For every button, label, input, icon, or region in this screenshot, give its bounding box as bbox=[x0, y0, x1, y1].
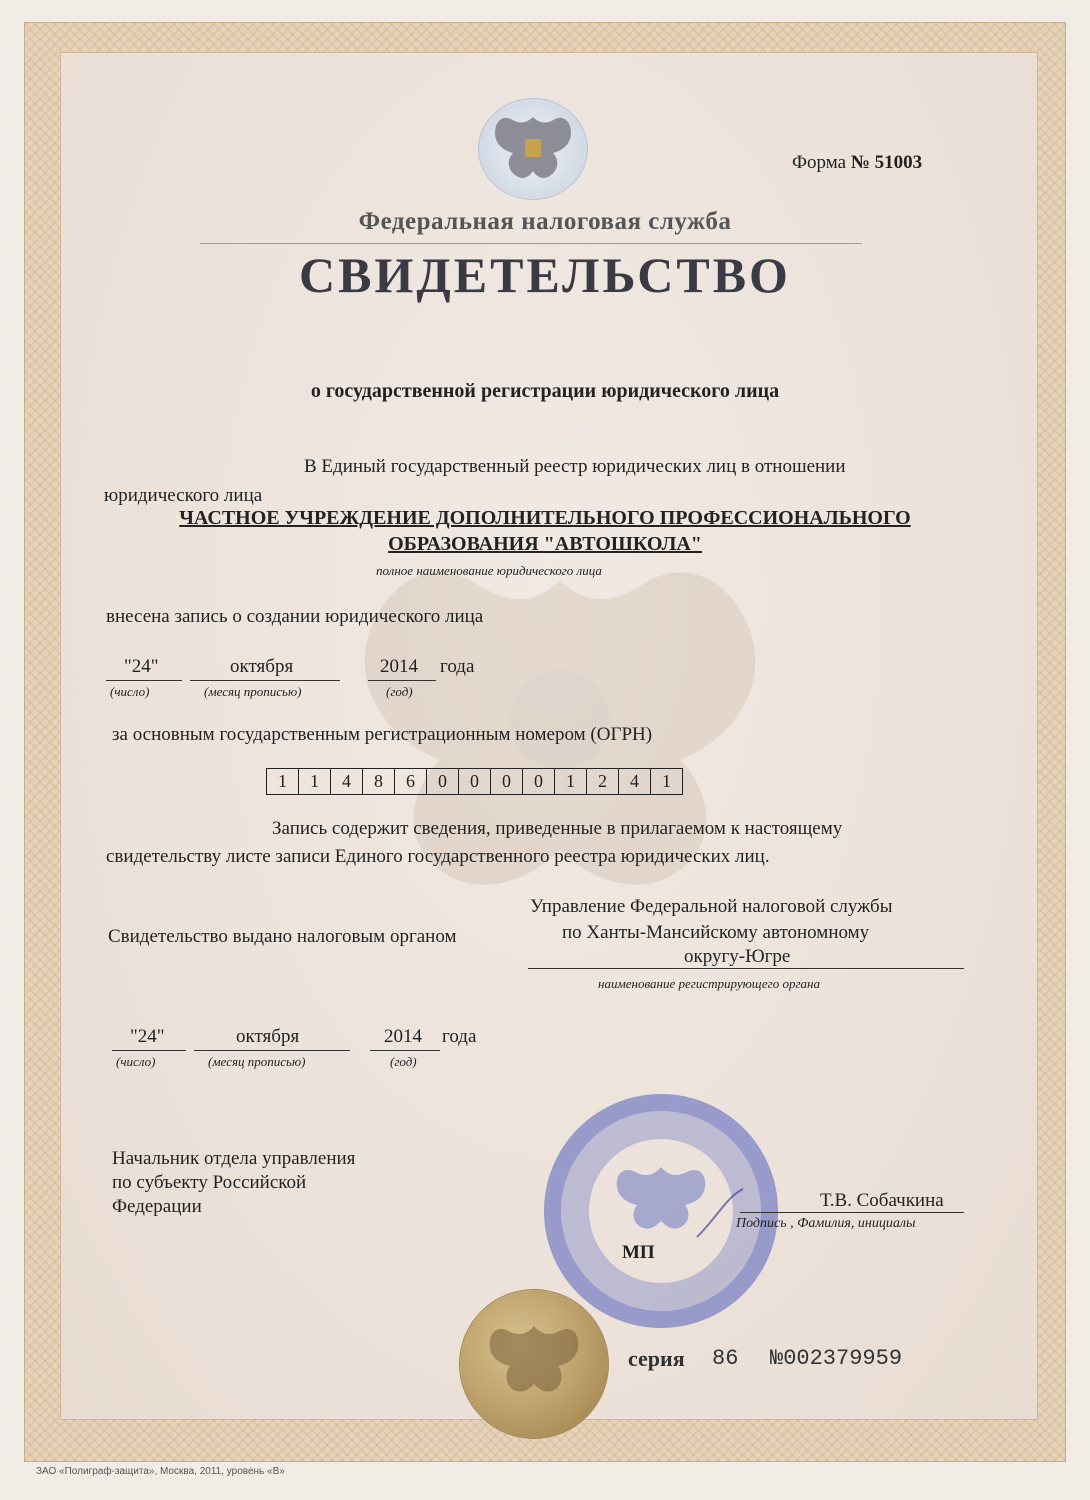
gold-seal bbox=[460, 1290, 608, 1438]
mp-mark: МП bbox=[622, 1242, 655, 1263]
ogrn-digit: 4 bbox=[619, 769, 651, 794]
page-title: СВИДЕТЕЛЬСТВО bbox=[299, 247, 791, 303]
org-name-line-1: ЧАСТНОЕ УЧРЕЖДЕНИЕ ДОПОЛНИТЕЛЬНОГО ПРОФЕССИОНАЛЬНОГО bbox=[179, 507, 911, 529]
intro-line-2: юридического лица bbox=[104, 485, 263, 506]
reg-date-year: 2014 bbox=[380, 656, 418, 677]
issuer-name-line-1: Управление Федеральной налоговой службы bbox=[530, 896, 893, 917]
ogrn-digit: 0 bbox=[491, 769, 523, 794]
issue-month-caption: (месяц прописью) bbox=[208, 1054, 306, 1069]
reg-year-underline bbox=[368, 680, 436, 681]
issue-date-month: октября bbox=[236, 1026, 300, 1047]
ogrn-digit: 0 bbox=[427, 769, 459, 794]
record-line-2: свидетельству листе записи Единого государственного реестра юридических лиц. bbox=[106, 846, 770, 867]
form-label: Форма bbox=[792, 152, 847, 173]
eagle-icon bbox=[479, 99, 587, 199]
subtitle: о государственной регистрации юридического лица bbox=[310, 380, 780, 402]
signatory-position-line-3: Федерации bbox=[112, 1196, 202, 1217]
reg-day-underline bbox=[106, 680, 182, 681]
fns-emblem bbox=[478, 98, 588, 200]
issue-month-underline bbox=[194, 1050, 350, 1051]
form-number bbox=[792, 152, 922, 174]
reg-date-day: "24" bbox=[124, 656, 159, 677]
seal-eagle-icon bbox=[460, 1290, 608, 1438]
ogrn-digit: 8 bbox=[363, 769, 395, 794]
intro-line-1: В Единый государственный реестр юридических лиц в отношении bbox=[304, 456, 846, 477]
ogrn-digit: 1 bbox=[555, 769, 587, 794]
ogrn-digit: 6 bbox=[395, 769, 427, 794]
issue-day-underline bbox=[112, 1050, 186, 1051]
issue-year-caption: (год) bbox=[390, 1054, 417, 1069]
signatory-position-line-2: по субъекту Российской bbox=[112, 1172, 307, 1193]
form-number-value: № 51003 bbox=[850, 152, 923, 173]
service-name: Федеральная налоговая служба bbox=[358, 208, 732, 235]
signature-caption: Подпись , Фамилия, инициалы bbox=[736, 1216, 916, 1231]
reg-day-caption: (число) bbox=[110, 684, 150, 699]
org-name-caption: полное наименование юридического лица bbox=[376, 563, 602, 578]
reg-year-caption: (год) bbox=[386, 684, 413, 699]
reg-month-underline bbox=[190, 680, 340, 681]
serial-series: 86 bbox=[712, 1346, 739, 1371]
entry-text: внесена запись о создании юридического лица bbox=[106, 606, 484, 627]
issue-date-suffix: года bbox=[442, 1026, 477, 1047]
reg-date-suffix: года bbox=[440, 656, 475, 677]
issuer-name-line-3: округу-Югре bbox=[684, 946, 791, 967]
printer-footer: ЗАО «Полиграф-защита», Москва, 2011, уровень «В» bbox=[36, 1466, 285, 1477]
ogrn-text: за основным государственным регистрационным номером (ОГРН) bbox=[112, 724, 653, 745]
issuer-underline bbox=[528, 968, 964, 969]
issue-date-day: "24" bbox=[130, 1026, 165, 1047]
serial-label: серия bbox=[628, 1346, 685, 1371]
ogrn-digit: 4 bbox=[331, 769, 363, 794]
reg-date-month: октября bbox=[230, 656, 294, 677]
issue-date-year: 2014 bbox=[384, 1026, 422, 1047]
issue-day-caption: (число) bbox=[116, 1054, 156, 1069]
signatory-position-line-1: Начальник отдела управления bbox=[112, 1148, 356, 1169]
divider bbox=[200, 243, 862, 244]
ogrn-digit: 1 bbox=[662, 771, 671, 791]
issuer-name-line-2: по Ханты-Мансийскому автономному bbox=[562, 922, 870, 943]
issue-year-underline bbox=[370, 1050, 440, 1051]
ogrn-digit: 0 bbox=[459, 769, 491, 794]
signature-underline bbox=[740, 1212, 964, 1213]
ogrn-digit: 0 bbox=[523, 769, 555, 794]
record-line-1: Запись содержит сведения, приведенные в прилагаемом к настоящему bbox=[272, 818, 843, 839]
reg-month-caption: (месяц прописью) bbox=[204, 684, 302, 699]
ogrn-number bbox=[266, 768, 683, 795]
ogrn-digit: 2 bbox=[587, 769, 619, 794]
ogrn-digit: 1 bbox=[299, 769, 331, 794]
issuer-label: Свидетельство выдано налоговым органом bbox=[108, 926, 457, 947]
org-name-line-2: ОБРАЗОВАНИЯ "АВТОШКОЛА" bbox=[388, 533, 702, 555]
issuer-caption: наименование регистрирующего органа bbox=[598, 976, 821, 991]
ogrn-digit: 1 bbox=[267, 769, 299, 794]
serial-number: №002379959 bbox=[770, 1346, 903, 1371]
signatory-name: Т.В. Собачкина bbox=[820, 1190, 944, 1211]
